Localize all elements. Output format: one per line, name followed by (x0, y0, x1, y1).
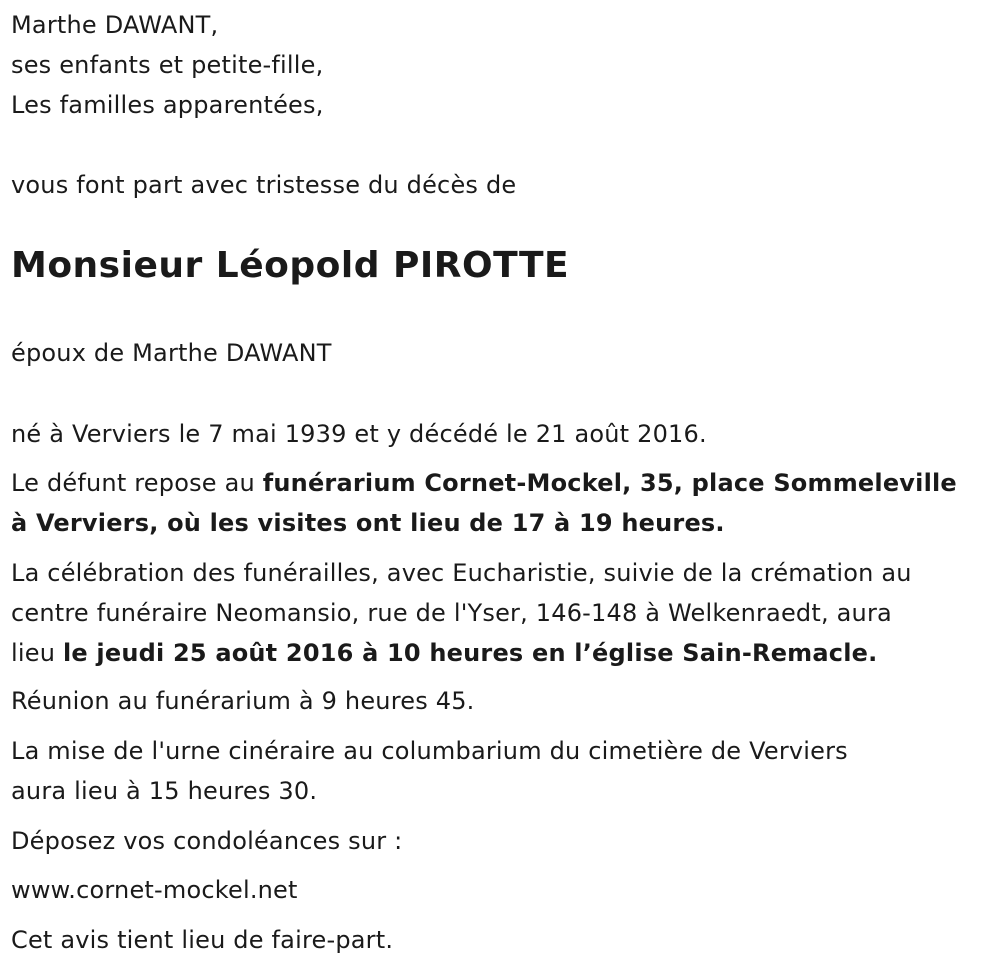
closing-text (11, 920, 996, 960)
family-line-2: ses enfants et petite-fille, (11, 51, 324, 79)
ceremony-line-2: centre funéraire Neomansio, rue de l'Yser, 146-148 à Welkenraedt, aura (11, 599, 892, 627)
ceremony-paragraph (11, 553, 996, 673)
condolences-line: Déposez vos condoléances sur : (11, 827, 403, 855)
website-link[interactable]: www.cornet-mockel.net (11, 876, 298, 904)
visitation-location: funérarium Cornet-Mockel, 35, place Sommeleville (262, 469, 957, 497)
family-list (11, 5, 996, 125)
spouse-text (11, 333, 996, 373)
intro-line: vous font part avec tristesse du décès de (11, 171, 517, 199)
visitation-hours: à Verviers, où les visites ont lieu de 17 à 19 heures. (11, 509, 725, 537)
ceremony-line-3-prefix: lieu (11, 639, 63, 667)
birth-death-text (11, 414, 996, 454)
family-line-1: Marthe DAWANT, (11, 11, 219, 39)
meeting-line: Réunion au funérarium à 9 heures 45. (11, 687, 475, 715)
ceremony-line-1: La célébration des funérailles, avec Eucharistie, suivie de la crémation au (11, 559, 912, 587)
urn-paragraph (11, 731, 996, 811)
spouse-line: époux de Marthe DAWANT (11, 339, 332, 367)
family-line-3: Les familles apparentées, (11, 91, 324, 119)
deceased-name: Monsieur Léopold PIROTTE (11, 245, 570, 286)
ceremony-date-place: le jeudi 25 août 2016 à 10 heures en l’église Sain-Remacle. (62, 639, 878, 667)
meeting-text (11, 681, 996, 721)
visitation-prefix: Le défunt repose au (11, 469, 263, 497)
visitation-paragraph (11, 463, 996, 543)
closing-line: Cet avis tient lieu de faire-part. (11, 926, 394, 954)
urn-line-2: aura lieu à 15 heures 30. (11, 777, 318, 805)
intro-text (11, 165, 996, 205)
website-block (11, 870, 996, 910)
birth-death-line: né à Verviers le 7 mai 1939 et y décédé le 21 août 2016. (11, 420, 707, 448)
condolences-label (11, 821, 996, 861)
urn-line-1: La mise de l'urne cinéraire au columbarium du cimetière de Verviers (11, 737, 848, 765)
